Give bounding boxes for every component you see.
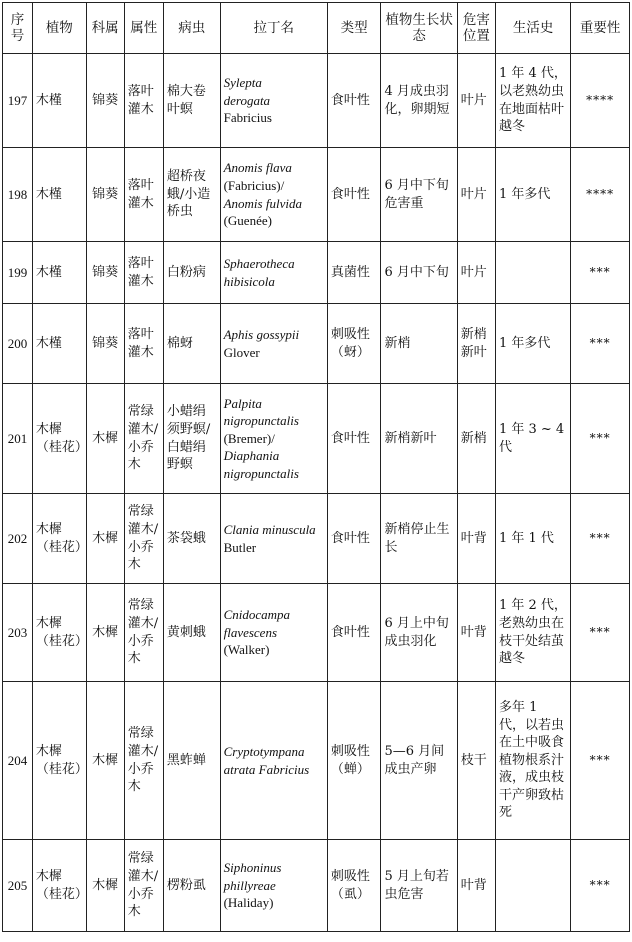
table-row — [3, 54, 630, 148]
latin-name-part: Butler — [223, 539, 257, 555]
cell-latin-name — [220, 54, 327, 148]
header-family: 科属 — [86, 3, 124, 54]
cell-pest: 棉蚜 — [163, 304, 220, 384]
table-header — [3, 3, 630, 54]
cell-type: 食叶性 — [327, 148, 381, 242]
cell-importance: **** — [571, 148, 630, 242]
header-life: 生活史 — [495, 3, 570, 54]
header-row — [3, 3, 630, 54]
latin-name-part: Anomis flava — [223, 160, 292, 176]
cell-plant: 木樨（桂花） — [32, 682, 86, 840]
table-row — [3, 584, 630, 682]
cell-latin-name — [220, 840, 327, 932]
cell-type: 刺吸性（蝉） — [327, 682, 381, 840]
cell-growth-state: 5 月上旬若虫危害 — [381, 840, 457, 932]
table-body — [3, 54, 630, 932]
cell-growth-state: 4 月成虫羽化，卵期短 — [381, 54, 457, 148]
latin-name-part: Siphoninus — [223, 860, 282, 876]
latin-name-part: (Fabricius)/ — [223, 177, 285, 193]
latin-name-part: phillyreae — [223, 877, 276, 893]
cell-plant: 木槿 — [32, 304, 86, 384]
header-state: 植物生长状态 — [381, 3, 457, 54]
cell-attribute: 常绿灌木/小乔木 — [124, 384, 163, 494]
cell-family: 木樨 — [86, 682, 124, 840]
cell-pest: 小蜡绢须野螟/白蜡绢野螟 — [163, 384, 220, 494]
cell-attribute: 常绿灌木/小乔木 — [124, 494, 163, 584]
table-row — [3, 304, 630, 384]
cell-importance: *** — [571, 304, 630, 384]
header-importance: 重要性 — [571, 3, 630, 54]
latin-name-part: Sphaerotheca — [223, 255, 295, 271]
cell-pest: 黑蚱蝉 — [163, 682, 220, 840]
cell-attribute: 落叶灌木 — [124, 54, 163, 148]
latin-name-part: Palpita — [223, 395, 262, 411]
cell-pest: 黄刺蛾 — [163, 584, 220, 682]
header-no: 序号 — [3, 3, 33, 54]
table-row — [3, 682, 630, 840]
cell-importance: *** — [571, 584, 630, 682]
cell-family: 木樨 — [86, 494, 124, 584]
latin-name-part: hibisicola — [223, 273, 275, 289]
latin-name-part: nigropunctalis — [223, 465, 299, 481]
cell-plant: 木槿 — [32, 242, 86, 304]
cell-life-history: 1 年多代 — [495, 148, 570, 242]
cell-family: 木樨 — [86, 384, 124, 494]
cell-attribute: 落叶灌木 — [124, 148, 163, 242]
table-row — [3, 384, 630, 494]
cell-pest: 茶袋蛾 — [163, 494, 220, 584]
cell-damage-position: 叶背 — [457, 840, 495, 932]
cell-importance: *** — [571, 840, 630, 932]
header-attr: 属性 — [124, 3, 163, 54]
cell-life-history: 1 年多代 — [495, 304, 570, 384]
latin-name-part: flavescens — [223, 624, 278, 640]
cell-damage-position: 叶片 — [457, 148, 495, 242]
cell-type: 刺吸性（虱） — [327, 840, 381, 932]
table-row — [3, 494, 630, 584]
latin-name-part: Cryptotympana — [223, 743, 305, 759]
latin-name-part: atrata Fabricius — [223, 761, 310, 777]
cell-life-history: 1 年 3 ~ 4 代 — [495, 384, 570, 494]
latin-name-part: (Haliday) — [223, 895, 274, 911]
cell-attribute: 落叶灌木 — [124, 304, 163, 384]
latin-name-part: Sylepta — [223, 75, 262, 91]
cell-latin-name — [220, 304, 327, 384]
cell-no: 198 — [3, 148, 33, 242]
cell-damage-position: 新梢 — [457, 384, 495, 494]
cell-growth-state: 新梢停止生长 — [381, 494, 457, 584]
cell-growth-state: 6 月中下旬危害重 — [381, 148, 457, 242]
cell-importance: **** — [571, 54, 630, 148]
cell-damage-position: 叶片 — [457, 242, 495, 304]
header-position: 危害位置 — [457, 3, 495, 54]
cell-no: 199 — [3, 242, 33, 304]
cell-life-history: 1 年 1 代 — [495, 494, 570, 584]
cell-latin-name — [220, 384, 327, 494]
cell-latin-name — [220, 682, 327, 840]
cell-attribute: 常绿灌木/小乔木 — [124, 584, 163, 682]
cell-plant: 木樨（桂花） — [32, 384, 86, 494]
cell-life-history: 1 年 4 代，以老熟幼虫在地面枯叶越冬 — [495, 54, 570, 148]
latin-name-part: Aphis gossypii — [223, 326, 300, 342]
cell-family: 锦葵 — [86, 54, 124, 148]
cell-damage-position: 叶片 — [457, 54, 495, 148]
cell-life-history: 1 年 2 代，老熟幼虫在枝干处结茧越冬 — [495, 584, 570, 682]
cell-damage-position: 新梢新叶 — [457, 304, 495, 384]
cell-growth-state: 6 月上中旬成虫羽化 — [381, 584, 457, 682]
cell-growth-state: 新梢 — [381, 304, 457, 384]
cell-damage-position: 叶背 — [457, 584, 495, 682]
cell-pest: 超桥夜蛾/小造桥虫 — [163, 148, 220, 242]
latin-name-part: Fabricius — [223, 110, 272, 126]
latin-name-part: nigropunctalis — [223, 413, 299, 429]
cell-type: 食叶性 — [327, 384, 381, 494]
cell-importance: *** — [571, 682, 630, 840]
cell-plant: 木樨（桂花） — [32, 840, 86, 932]
cell-growth-state: 6 月中下旬 — [381, 242, 457, 304]
latin-name-part: Clania minuscula — [223, 521, 316, 537]
cell-latin-name — [220, 584, 327, 682]
latin-name-part: Cnidocampa — [223, 607, 291, 623]
cell-damage-position: 枝干 — [457, 682, 495, 840]
latin-name-part: (Walker) — [223, 642, 270, 658]
cell-plant: 木槿 — [32, 54, 86, 148]
cell-pest: 白粉病 — [163, 242, 220, 304]
cell-life-history: 多年 1 代，以若虫在土中吸食植物根系汁液，成虫枝干产卵致枯死 — [495, 682, 570, 840]
header-type: 类型 — [327, 3, 381, 54]
table-row — [3, 840, 630, 932]
cell-attribute: 落叶灌木 — [124, 242, 163, 304]
cell-latin-name — [220, 242, 327, 304]
cell-type: 刺吸性（蚜） — [327, 304, 381, 384]
latin-name-part: Anomis fulvida — [223, 195, 302, 211]
cell-type: 真菌性 — [327, 242, 381, 304]
cell-type: 食叶性 — [327, 54, 381, 148]
cell-family: 锦葵 — [86, 242, 124, 304]
header-latin: 拉丁名 — [220, 3, 327, 54]
cell-type: 食叶性 — [327, 584, 381, 682]
cell-family: 木樨 — [86, 584, 124, 682]
cell-no: 200 — [3, 304, 33, 384]
cell-life-history — [495, 840, 570, 932]
table-row — [3, 148, 630, 242]
cell-no: 197 — [3, 54, 33, 148]
cell-no: 201 — [3, 384, 33, 494]
cell-damage-position: 叶背 — [457, 494, 495, 584]
latin-name-part: Diaphania — [223, 448, 280, 464]
cell-no: 204 — [3, 682, 33, 840]
cell-attribute: 常绿灌木/小乔木 — [124, 682, 163, 840]
cell-plant: 木樨（桂花） — [32, 584, 86, 682]
cell-type: 食叶性 — [327, 494, 381, 584]
cell-life-history — [495, 242, 570, 304]
cell-family: 锦葵 — [86, 304, 124, 384]
cell-pest: 棉大卷叶螟 — [163, 54, 220, 148]
latin-name-part: (Bremer)/ — [223, 430, 275, 446]
latin-name-part: Glover — [223, 344, 260, 360]
cell-pest: 楞粉虱 — [163, 840, 220, 932]
cell-growth-state: 新梢新叶 — [381, 384, 457, 494]
header-pest: 病虫 — [163, 3, 220, 54]
cell-plant: 木樨（桂花） — [32, 494, 86, 584]
pest-table — [2, 2, 630, 932]
cell-importance: *** — [571, 242, 630, 304]
cell-family: 锦葵 — [86, 148, 124, 242]
latin-name-part: derogata — [223, 92, 271, 108]
table-row — [3, 242, 630, 304]
header-plant: 植物 — [32, 3, 86, 54]
cell-latin-name — [220, 494, 327, 584]
cell-growth-state: 5—6 月间成虫产卵 — [381, 682, 457, 840]
cell-importance: *** — [571, 384, 630, 494]
cell-no: 203 — [3, 584, 33, 682]
cell-no: 205 — [3, 840, 33, 932]
cell-importance: *** — [571, 494, 630, 584]
cell-no: 202 — [3, 494, 33, 584]
latin-name-part: (Guenée) — [223, 213, 272, 229]
cell-latin-name — [220, 148, 327, 242]
cell-family: 木樨 — [86, 840, 124, 932]
cell-attribute: 常绿灌木/小乔木 — [124, 840, 163, 932]
cell-plant: 木槿 — [32, 148, 86, 242]
